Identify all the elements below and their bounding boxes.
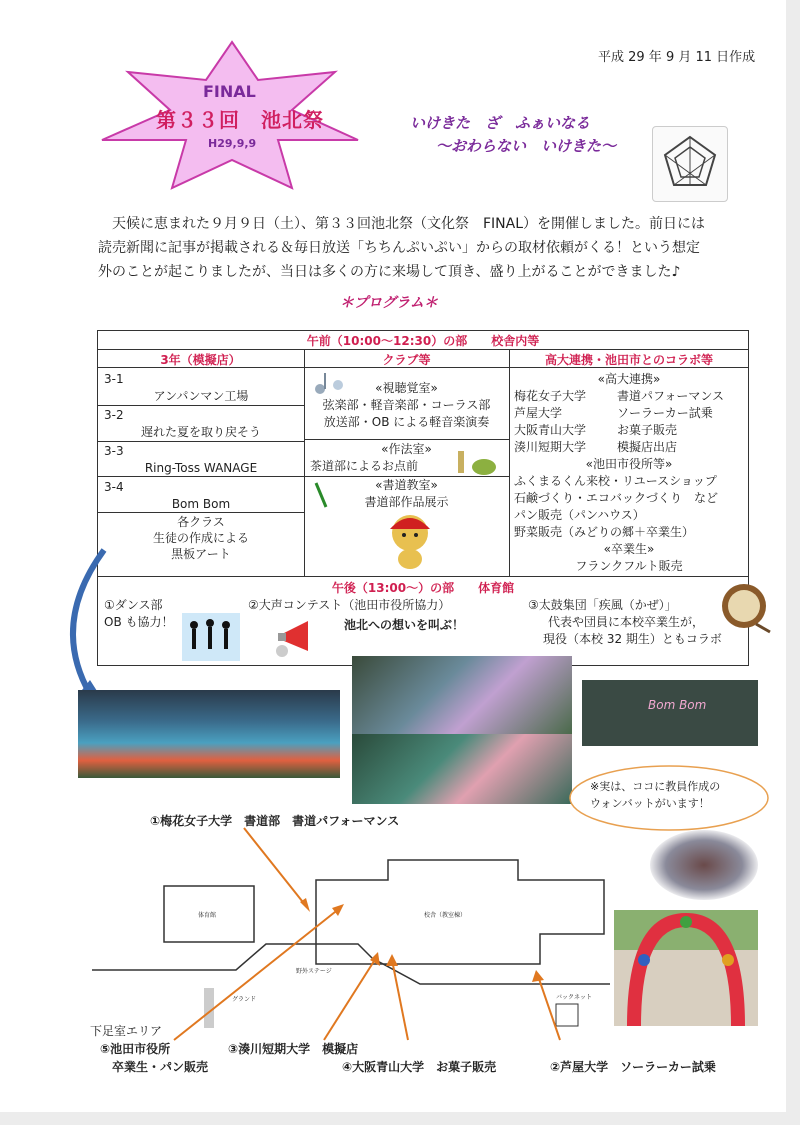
page-title: 第３３回 池北祭 bbox=[156, 108, 324, 132]
taiko-drum-icon bbox=[716, 578, 772, 634]
collab-city-line: ふくまるくん来校・リユースショップ bbox=[514, 474, 717, 488]
dance-note: OB も協力！ bbox=[104, 615, 174, 629]
collab-univ-name: 大阪青山大学 bbox=[514, 423, 587, 437]
megaphone-icon bbox=[274, 617, 322, 663]
col-header-collab: 高大連携・池田市とのコラボ等 bbox=[544, 353, 713, 367]
taiko-note: 代表や団員に本校卒業生が， bbox=[548, 615, 705, 629]
collab-univ-title: «高大連携» bbox=[597, 372, 661, 386]
club-calligraphy-title: «書道教室» bbox=[375, 478, 438, 492]
backnet-label: バックネット bbox=[556, 994, 592, 1001]
chalkboard-photo-4 bbox=[582, 680, 758, 746]
program-title: ＊プログラム＊ bbox=[340, 295, 438, 311]
dancers-icon bbox=[182, 613, 240, 661]
class-3-3-num: 3-3 bbox=[104, 444, 124, 458]
collab-grad-line: フランクフルト販売 bbox=[575, 559, 683, 573]
club-av-room-line: 弦楽部・軽音楽部・コーラス部 bbox=[322, 398, 491, 412]
club-calligraphy-line: 書道部作品展示 bbox=[364, 495, 449, 509]
stage-label: 野外ステージ bbox=[296, 968, 332, 975]
slogan-line2: ～おわらない いけきた～ bbox=[436, 137, 617, 155]
col-header-clubs: クラブ等 bbox=[382, 353, 431, 367]
gym-label: 体育館 bbox=[198, 912, 217, 919]
taiko-title: ③太鼓集団「疾風（かぜ）」 bbox=[528, 598, 677, 612]
collab-city-title: «池田市役所等» bbox=[585, 457, 673, 471]
class-3-4-num: 3-4 bbox=[104, 480, 124, 494]
collab-grad-title: «卒業生» bbox=[603, 542, 655, 556]
dance-title: ①ダンス部 bbox=[104, 598, 163, 612]
class-3-4-name: Bom Bom bbox=[171, 497, 231, 511]
afternoon-title: 午後（13:00～）の部 体育館 bbox=[331, 581, 515, 595]
club-tea-room-title: «作法室» bbox=[381, 442, 432, 456]
collab-city-line: パン販売（パンハウス） bbox=[514, 508, 645, 522]
col-header-3rd-year: 3年（模擬店） bbox=[160, 353, 241, 367]
speech-contest-note: 池北への想いを叫ぶ！ bbox=[344, 618, 465, 632]
intro-line: 外のことが起こりましたが、当日は多くの方に来場して頂き、盛り上がることができました♪ bbox=[98, 264, 681, 280]
map-label-5-sub: 卒業生・パン販売 bbox=[112, 1060, 209, 1074]
collab-city-line: 野菜販売（みどりの郷＋卒業生） bbox=[514, 525, 695, 539]
morning-title: 午前（10:00～12:30）の部 校舎内等 bbox=[306, 334, 540, 348]
map-label-4: ④大阪青山大学 お菓子販売 bbox=[342, 1060, 497, 1074]
title-final: FINAL bbox=[203, 82, 256, 101]
all-classes-line: 黒板アート bbox=[171, 547, 231, 561]
chalkboard-photo-1 bbox=[78, 690, 340, 778]
collab-univ-event: ソーラーカー試乗 bbox=[617, 406, 713, 420]
speech-contest-title: ②大声コンテスト（池田市役所協力） bbox=[248, 598, 451, 612]
intro-line: 読売新聞に記事が掲載される＆毎日放送「ちちんぷいぷい」からの取材依頼がくる！という想定 bbox=[98, 240, 700, 256]
collab-univ-event: 模擬店出店 bbox=[617, 440, 678, 454]
school-logo bbox=[652, 126, 728, 202]
club-tea-room-line: 茶道部によるお点前 bbox=[310, 459, 419, 473]
intro-text bbox=[98, 212, 748, 284]
collab-univ-event: お菓子販売 bbox=[617, 423, 678, 437]
collab-univ-name: 梅花女子大学 bbox=[514, 389, 587, 403]
all-classes-line: 各クラス bbox=[177, 515, 225, 529]
class-3-1-num: 3-1 bbox=[104, 372, 124, 386]
intro-line: 天候に恵まれた９月９日（土）、第３３回池北祭（文化祭 FINAL）を開催しました。前日には bbox=[98, 216, 706, 232]
class-3-1-name: アンパンマン工場 bbox=[153, 389, 249, 403]
slogan-line1: いけきた ざ ふぁいなる bbox=[410, 114, 591, 132]
collab-univ-name: 芦屋大学 bbox=[514, 406, 563, 420]
map-label-3: ③湊川短期大学 模擬店 bbox=[228, 1042, 359, 1056]
curved-arrow-icon bbox=[60, 544, 120, 714]
club-av-room-title: «視聴覚室» bbox=[375, 381, 438, 395]
creation-date: 平成 29 年 9 月 11 日作成 bbox=[598, 50, 756, 65]
taiko-note: 現役（本校 32 期生）ともコラボ bbox=[543, 632, 722, 646]
bombom-text: Bom Bom bbox=[648, 698, 707, 712]
bubble-text: ※実は、ココに教員作成の ウォンバットがいます！ bbox=[590, 780, 721, 810]
map-label-1: ①梅花女子大学 書道部 書道パフォーマンス bbox=[150, 814, 400, 828]
program-table bbox=[97, 330, 749, 666]
class-3-3-name: Ring-Toss WANAGE bbox=[144, 461, 258, 475]
collab-univ-name: 湊川短期大学 bbox=[514, 440, 587, 454]
class-3-2-num: 3-2 bbox=[104, 408, 124, 422]
map-label-2: ②芦屋大学 ソーラーカー試乗 bbox=[550, 1060, 716, 1074]
map-label-5: ⑤池田市役所 bbox=[100, 1042, 171, 1056]
school-emblem-icon bbox=[653, 127, 727, 201]
club-av-room-line: 放送部・OB による軽音楽演奏 bbox=[323, 415, 490, 429]
all-classes-line: 生徒の作成による bbox=[152, 531, 249, 545]
title-date: H29,9,9 bbox=[208, 137, 257, 150]
class-3-2-name: 遅れた夏を取り戻そう bbox=[140, 425, 261, 439]
chalkboard-photo-3 bbox=[352, 734, 572, 804]
tea-bowl-icon bbox=[454, 449, 498, 477]
collab-univ-event: 書道パフォーマンス bbox=[617, 389, 725, 403]
ground-label: グランド bbox=[232, 996, 257, 1003]
school-building-label: 校舎（教室棟） bbox=[424, 912, 467, 919]
shoe-area-label: 下足室エリア bbox=[90, 1024, 163, 1038]
mascot-icon bbox=[384, 513, 436, 569]
chalkboard-photo-2 bbox=[352, 656, 572, 734]
collab-city-line: 石鹸づくり・エコバックづくり など bbox=[514, 491, 719, 505]
